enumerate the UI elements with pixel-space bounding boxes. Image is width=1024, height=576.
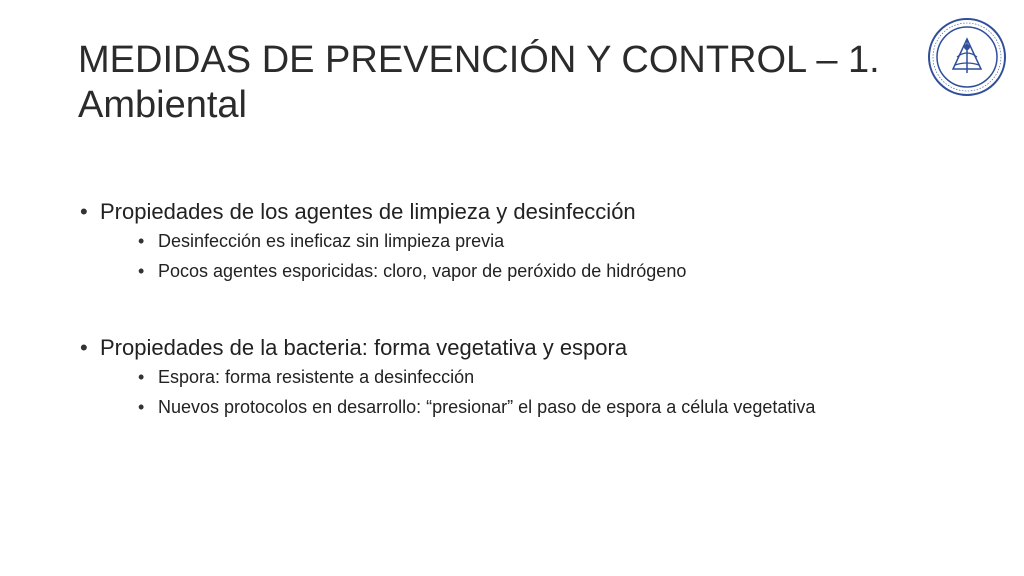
bullet-text: Pocos agentes esporicidas: cloro, vapor de peróxido de hidrógeno xyxy=(158,261,687,281)
bullet-text: Propiedades de la bacteria: forma vegetativa y espora xyxy=(100,335,628,360)
institution-seal-logo-icon xyxy=(927,17,1007,97)
bullet-dot-icon: • xyxy=(138,367,145,387)
bullet-level2 xyxy=(138,366,960,388)
bullet-text: Nuevos protocolos en desarrollo: “presionar” el paso de espora a célula vegetativa xyxy=(158,397,816,417)
bullet-group-bacteria xyxy=(80,332,960,418)
bullet-dot-icon: • xyxy=(80,199,88,224)
bullet-dot-icon: • xyxy=(138,231,145,251)
bullet-group-agents xyxy=(80,196,960,282)
bullet-level2 xyxy=(138,396,960,418)
bullet-level2 xyxy=(138,260,960,282)
sub-bullet-list xyxy=(100,230,960,282)
slide-content xyxy=(80,196,960,468)
sub-bullet-list xyxy=(100,366,960,418)
slide-title: MEDIDAS DE PREVENCIÓN Y CONTROL – 1. Ambiental xyxy=(78,39,880,126)
bullet-text: Desinfección es ineficaz sin limpieza previa xyxy=(158,231,505,251)
bullet-level2 xyxy=(138,230,960,252)
bullet-dot-icon: • xyxy=(138,397,145,417)
bullet-dot-icon: • xyxy=(80,335,88,360)
bullet-dot-icon: • xyxy=(138,261,145,281)
bullet-text: Propiedades de los agentes de limpieza y desinfección xyxy=(100,199,636,224)
bullet-level1 xyxy=(80,332,960,418)
bullet-level1 xyxy=(80,196,960,282)
bullet-text: Espora: forma resistente a desinfección xyxy=(158,367,475,387)
